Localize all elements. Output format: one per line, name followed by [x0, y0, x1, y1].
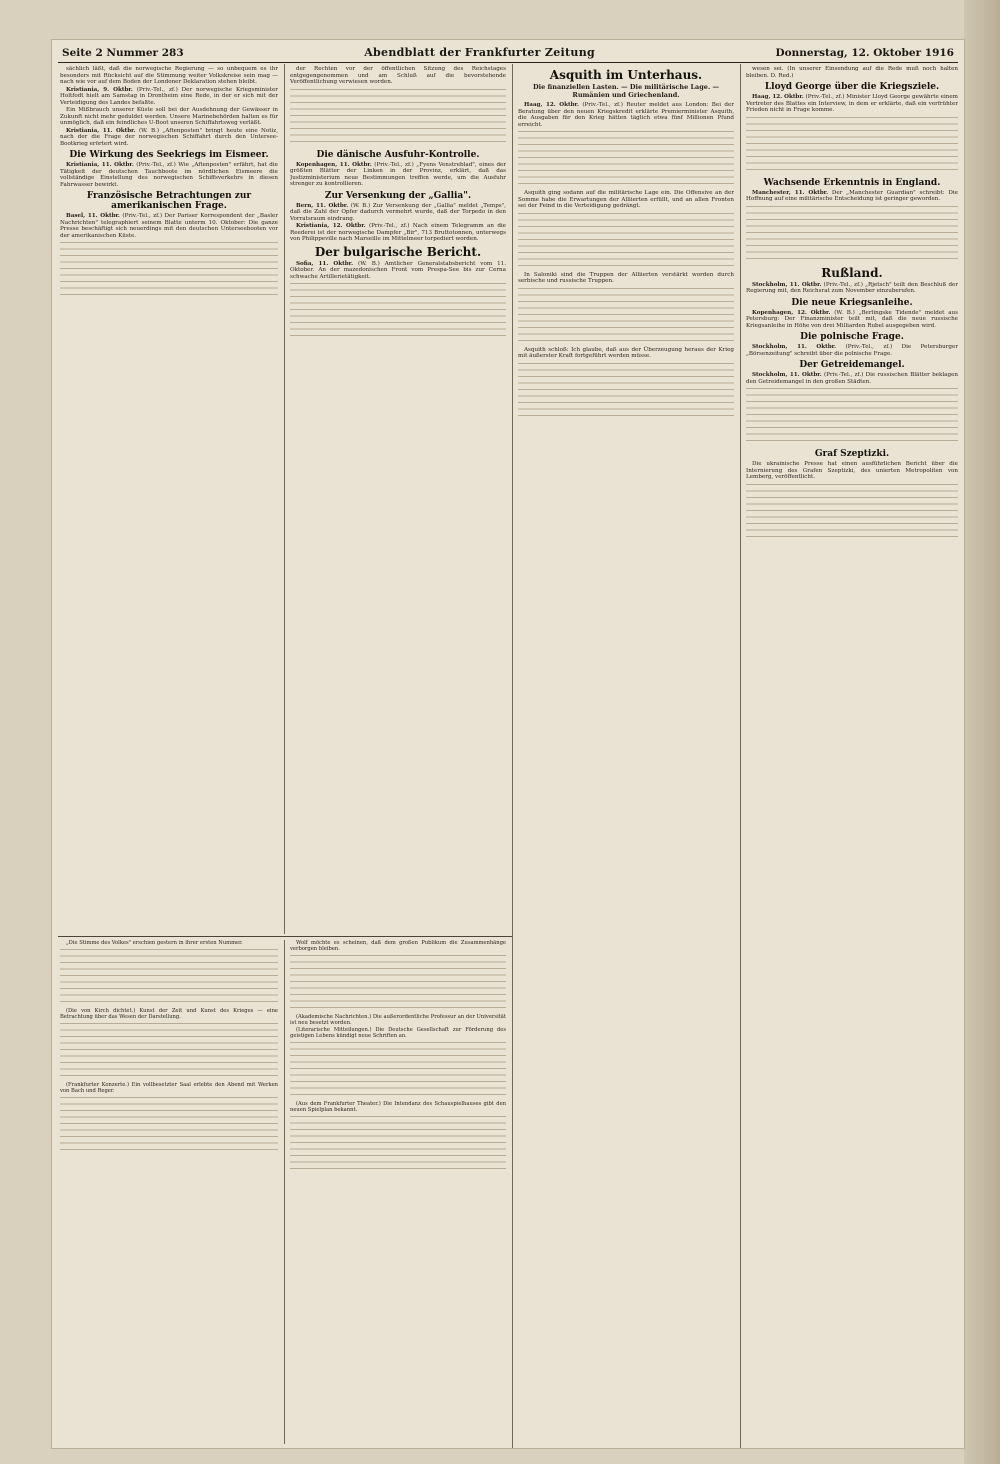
article-headline: Rußland. — [821, 265, 883, 280]
filler-text — [746, 115, 958, 175]
article-headline: Die dänische Ausfuhr-Kontrolle. — [316, 149, 480, 160]
feuilleton-text: „Die Stimme des Volkes" erschien gestern in ihrer ersten Nummer. — [66, 940, 243, 946]
feuilleton-text: (Literarische Mitteilungen.) Die Deutsche Gesellschaft zur Förderung des geistigen Lebens kündigt neue Schriften an. — [290, 1027, 506, 1039]
article-text: (W. B.) Amtlicher Generalstabsbericht vom 11. Oktober. An der mazedonischen Front vom Prespa-See bis zur Cerna schwache Artillerietätigkeit. — [290, 260, 506, 280]
dateline: Kopenhagen, 12. Oktbr. — [752, 309, 831, 316]
article-headline: Graf Szeptizki. — [814, 449, 890, 459]
article-text: wesen sei. (In unserer Einsendung auf die Rede muß noch halten bleiben. D. Red.) — [746, 66, 958, 79]
filler-text — [518, 286, 734, 346]
article-text: sächlich läßt, daß die norwegische Regierung — so unbequem es ihr besonders mit Rücksicht auf die Stimmung weiter Volkskreise sein mag — nach wie vor auf dem Boden der Londoner Deklaration stehen bleibt. — [60, 66, 278, 85]
dateline: Basel, 11. Oktbr. — [66, 213, 120, 219]
article-text: (W. B.) Zur Versenkung der „Gallia" meldet „Temps", daß die Zahl der Opfer dadurch vermehrt wurde, daß der Torpedo in den Vorratsraum eindrang. — [290, 202, 506, 222]
dateline: Bern, 11. Oktbr. — [296, 202, 349, 209]
article-headline: Der bulgarische Bericht. — [314, 244, 482, 259]
filler-text — [60, 947, 278, 1007]
article-headline: Wachsende Erkenntnis in England. — [763, 177, 941, 188]
filler-text — [518, 361, 734, 421]
column-rule-1 — [284, 64, 285, 934]
article-text: der Rechten vor der öffentlichen Sitzung des Reichstages entgegengenommen und am Schluß auf die bevorstehende Veröffentlichung verwiesen worden. — [290, 66, 506, 85]
feuilleton-rule — [58, 936, 512, 937]
column-2 — [290, 66, 506, 932]
filler-text — [60, 1095, 278, 1155]
article-text: (Priv.-Tel., zf.) Minister Lloyd George gewährte einem Vertreter des Blattes ein Interview, in dem er erklärte, daß ein verfrühter Frieden nicht in Frage komme. — [746, 94, 958, 113]
column-1 — [60, 66, 278, 932]
page-binding-edge — [964, 0, 1000, 1464]
article-text: (Priv.-Tel., zf.) Wie „Aftenposten" erfährt, hat die Tätigkeit der deutschen Tauchboote im nördlichen Eismeere die vollständige Einstellung des norwegischen Schiffsverkehrs in diesen Fahrwasser bewirkt. — [60, 162, 278, 188]
article-text: (Priv.-Tel., zf.) „Rjetsch" teilt den Beschluß der Regierung mit, den Reichsrat zum November einzuberufen. — [746, 281, 958, 294]
feuilleton-text: (Die von Kirch dichtet.) Kunst der Zeit und Kunst des Krieges — eine Betrachtung über das Wesen der Darstellung. — [60, 1008, 278, 1020]
article-headline: Die neue Kriegsanleihe. — [791, 297, 913, 308]
article-text: (Priv.-Tel., zf.) „Fyens Venstreblad", eines der größten Blätter der Linken in der Provinz, erklärt, daß das Justizministerium neue Bestimmungen treffen werde, um die Ausfuhr strenger zu kontrollieren. — [290, 161, 506, 187]
column-3 — [518, 66, 734, 1444]
dateline: Stockholm, 11. Oktbr. — [752, 372, 822, 378]
dateline: Stockholm, 11. Oktbr. — [752, 344, 837, 350]
filler-text — [290, 87, 506, 147]
article-headline: Zur Versenkung der „Gallia". — [324, 190, 472, 201]
feuilleton-text: Wolf möchte es scheinen, daß dem großen Publikum die Zusammenhänge verborgen bleiben. — [290, 940, 506, 952]
filler-text — [290, 281, 506, 341]
article-text: Der „Manchester Guardian" schreibt: Die Hoffnung auf eine militärische Entscheidung ist geringer geworden. — [746, 189, 958, 202]
article-text: (W. B.) „Aftenposten" bringt heute eine Notiz, nach der die Frage der norwegischen Schiffahrt durch den Untersee-Bootkrieg erörtert wird. — [60, 127, 278, 147]
filler-text — [60, 240, 278, 300]
column-rule-2 — [512, 64, 513, 1448]
filler-text — [290, 953, 506, 1013]
newspaper-page — [52, 40, 964, 1448]
article-text: (Priv.-Tel., zf.) Die Petersburger „Börsenzeitung" schreibt über die polnische Frage. — [746, 344, 958, 357]
dateline: Kristiania, 11. Oktbr. — [66, 127, 136, 134]
feuilleton-text: (Aus dem Frankfurter Theater.) Die Intendanz des Schauspielhauses gibt den neuen Spielplan bekannt. — [290, 1101, 506, 1113]
article-text: (Priv.-Tel., zf.) Der norwegische Kriegsminister Holtfodt hielt am Samstag in Drontheim eine Rede, in der er sich mit der Verteidigung des Landes befaßte. — [60, 86, 278, 106]
dateline: Kristiania, 9. Oktbr. — [66, 86, 133, 93]
dateline: Stockholm, 11. Oktbr. — [752, 281, 822, 288]
dateline: Kristiania, 11. Oktbr. — [66, 162, 134, 168]
article-text: Asquith schloß: Ich glaube, daß aus der Überzeugung heraus der Krieg mit äußerster Kraft fortgeführt werden müsse. — [518, 346, 734, 359]
article-headline: Die polnische Frage. — [800, 332, 904, 342]
masthead-rule — [58, 62, 958, 63]
masthead-paper-name: Abendblatt der Frankfurter Zeitung — [364, 46, 595, 59]
dateline: Haag, 12. Oktbr. — [752, 94, 804, 100]
article-text: In Saloniki sind die Truppen der Alliierten verstärkt worden durch serbische und russische Truppen. — [518, 271, 734, 284]
filler-text — [746, 482, 958, 542]
feuilleton-column-2 — [290, 940, 506, 1444]
article-subheadline: Die finanziellen Lasten. — Die militärische Lage. — Rumänien und Griechenland. — [533, 83, 719, 99]
article-text: (W. B.) „Berlingske Tidende" meldet aus Petersburg: Der Finanzminister teilt mit, daß die neue russische Kriegsanleihe in Höhe von drei Milliarden Rubel ausgegeben wird. — [746, 309, 958, 329]
dateline: Kristiania, 12. Oktbr. — [296, 223, 366, 229]
feuilleton-text: (Frankfurter Konzerte.) Ein vollbesetzter Saal erlebte den Abend mit Werken von Bach und Reger. — [60, 1082, 278, 1094]
dateline: Manchester, 11. Oktbr. — [752, 189, 829, 196]
filler-text — [518, 129, 734, 189]
article-headline: Lloyd George über die Kriegsziele. — [764, 82, 940, 92]
feuilleton-column-1 — [60, 940, 278, 1444]
dateline: Kopenhagen, 11. Oktbr. — [296, 161, 372, 168]
article-text: Asquith ging sodann auf die militärische Lage ein. Die Offensive an der Somme habe die Erwartungen der Alliierten erfüllt, und an allen Fronten sei der Feind in die Verteidigung gedrängt. — [518, 190, 734, 209]
filler-text — [60, 1021, 278, 1081]
feuilleton-text: (Akademische Nachrichten.) Die außerordentliche Professur an der Universität ist neu besetzt worden. — [290, 1014, 506, 1026]
filler-text — [290, 1040, 506, 1100]
article-text: (Priv.-Tel., zf.) Der Pariser Korrespondent der „Basler Nachrichten" telegraphiert seinem Blatte unterm 10. Oktober: Die ganze Presse beschäftigt sich neuerdings mit den deutschen Unterseebooten vor der amerikanischen Küste. — [60, 213, 278, 239]
article-headline: Asquith im Unterhaus. — [549, 68, 703, 82]
column-rule-3 — [740, 64, 741, 1448]
dateline: Sofia, 11. Oktbr. — [296, 260, 354, 267]
filler-text — [290, 1114, 506, 1174]
article-text: Die ukrainische Presse hat einen ausführlichen Bericht über die Internierung des Grafen Szeptizki, des unierten Metropoliten von Lemberg, veröffentlicht. — [746, 461, 958, 480]
masthead-left: Seite 2 Nummer 283 — [62, 47, 184, 59]
article-text: (Priv.-Tel., zf.) Die russischen Blätter beklagen den Getreidemangel in den großen Städten. — [746, 372, 958, 385]
masthead — [52, 46, 964, 62]
article-text: (Priv.-Tel., zf.) Nach einem Telegramm an die Reederei ist der norwegische Dampfer „Bir", 713 Bruttotonnen, unterwegs von Philippeville nach Marseille im Mittelmeer torpediert worden. — [290, 223, 506, 242]
filler-text — [518, 211, 734, 271]
filler-text — [746, 386, 958, 446]
filler-text — [746, 204, 958, 264]
article-text: Ein Mißbrauch unserer Küste soll bei der Ausdehnung der Gewässer in Zukunft nicht mehr geduldet werden. Unsere Marinebehörden halten es für unmöglich, daß ein feindliches U-Boot unseren Schiffahrtsweg verläßt. — [60, 107, 278, 126]
article-headline: Französische Betrachtungen zur amerikanischen Frage. — [86, 191, 252, 211]
column-4 — [746, 66, 958, 1444]
article-headline: Die Wirkung des Seekriegs im Eismeer. — [69, 150, 269, 160]
article-headline: Der Getreidemangel. — [799, 360, 905, 370]
masthead-date: Donnerstag, 12. Oktober 1916 — [775, 47, 954, 59]
article-text: (Priv.-Tel., zf.) Reuter meldet aus London: Bei der Beratung über den neuen Kriegskredit erklärte Premierminister Asquith, die Ausgaben für den Krieg hätten täglich etwa fünf Millionen Pfund erreicht. — [518, 102, 734, 128]
feuilleton-column-rule — [284, 940, 285, 1444]
dateline: Haag, 12. Oktbr. — [524, 102, 579, 108]
